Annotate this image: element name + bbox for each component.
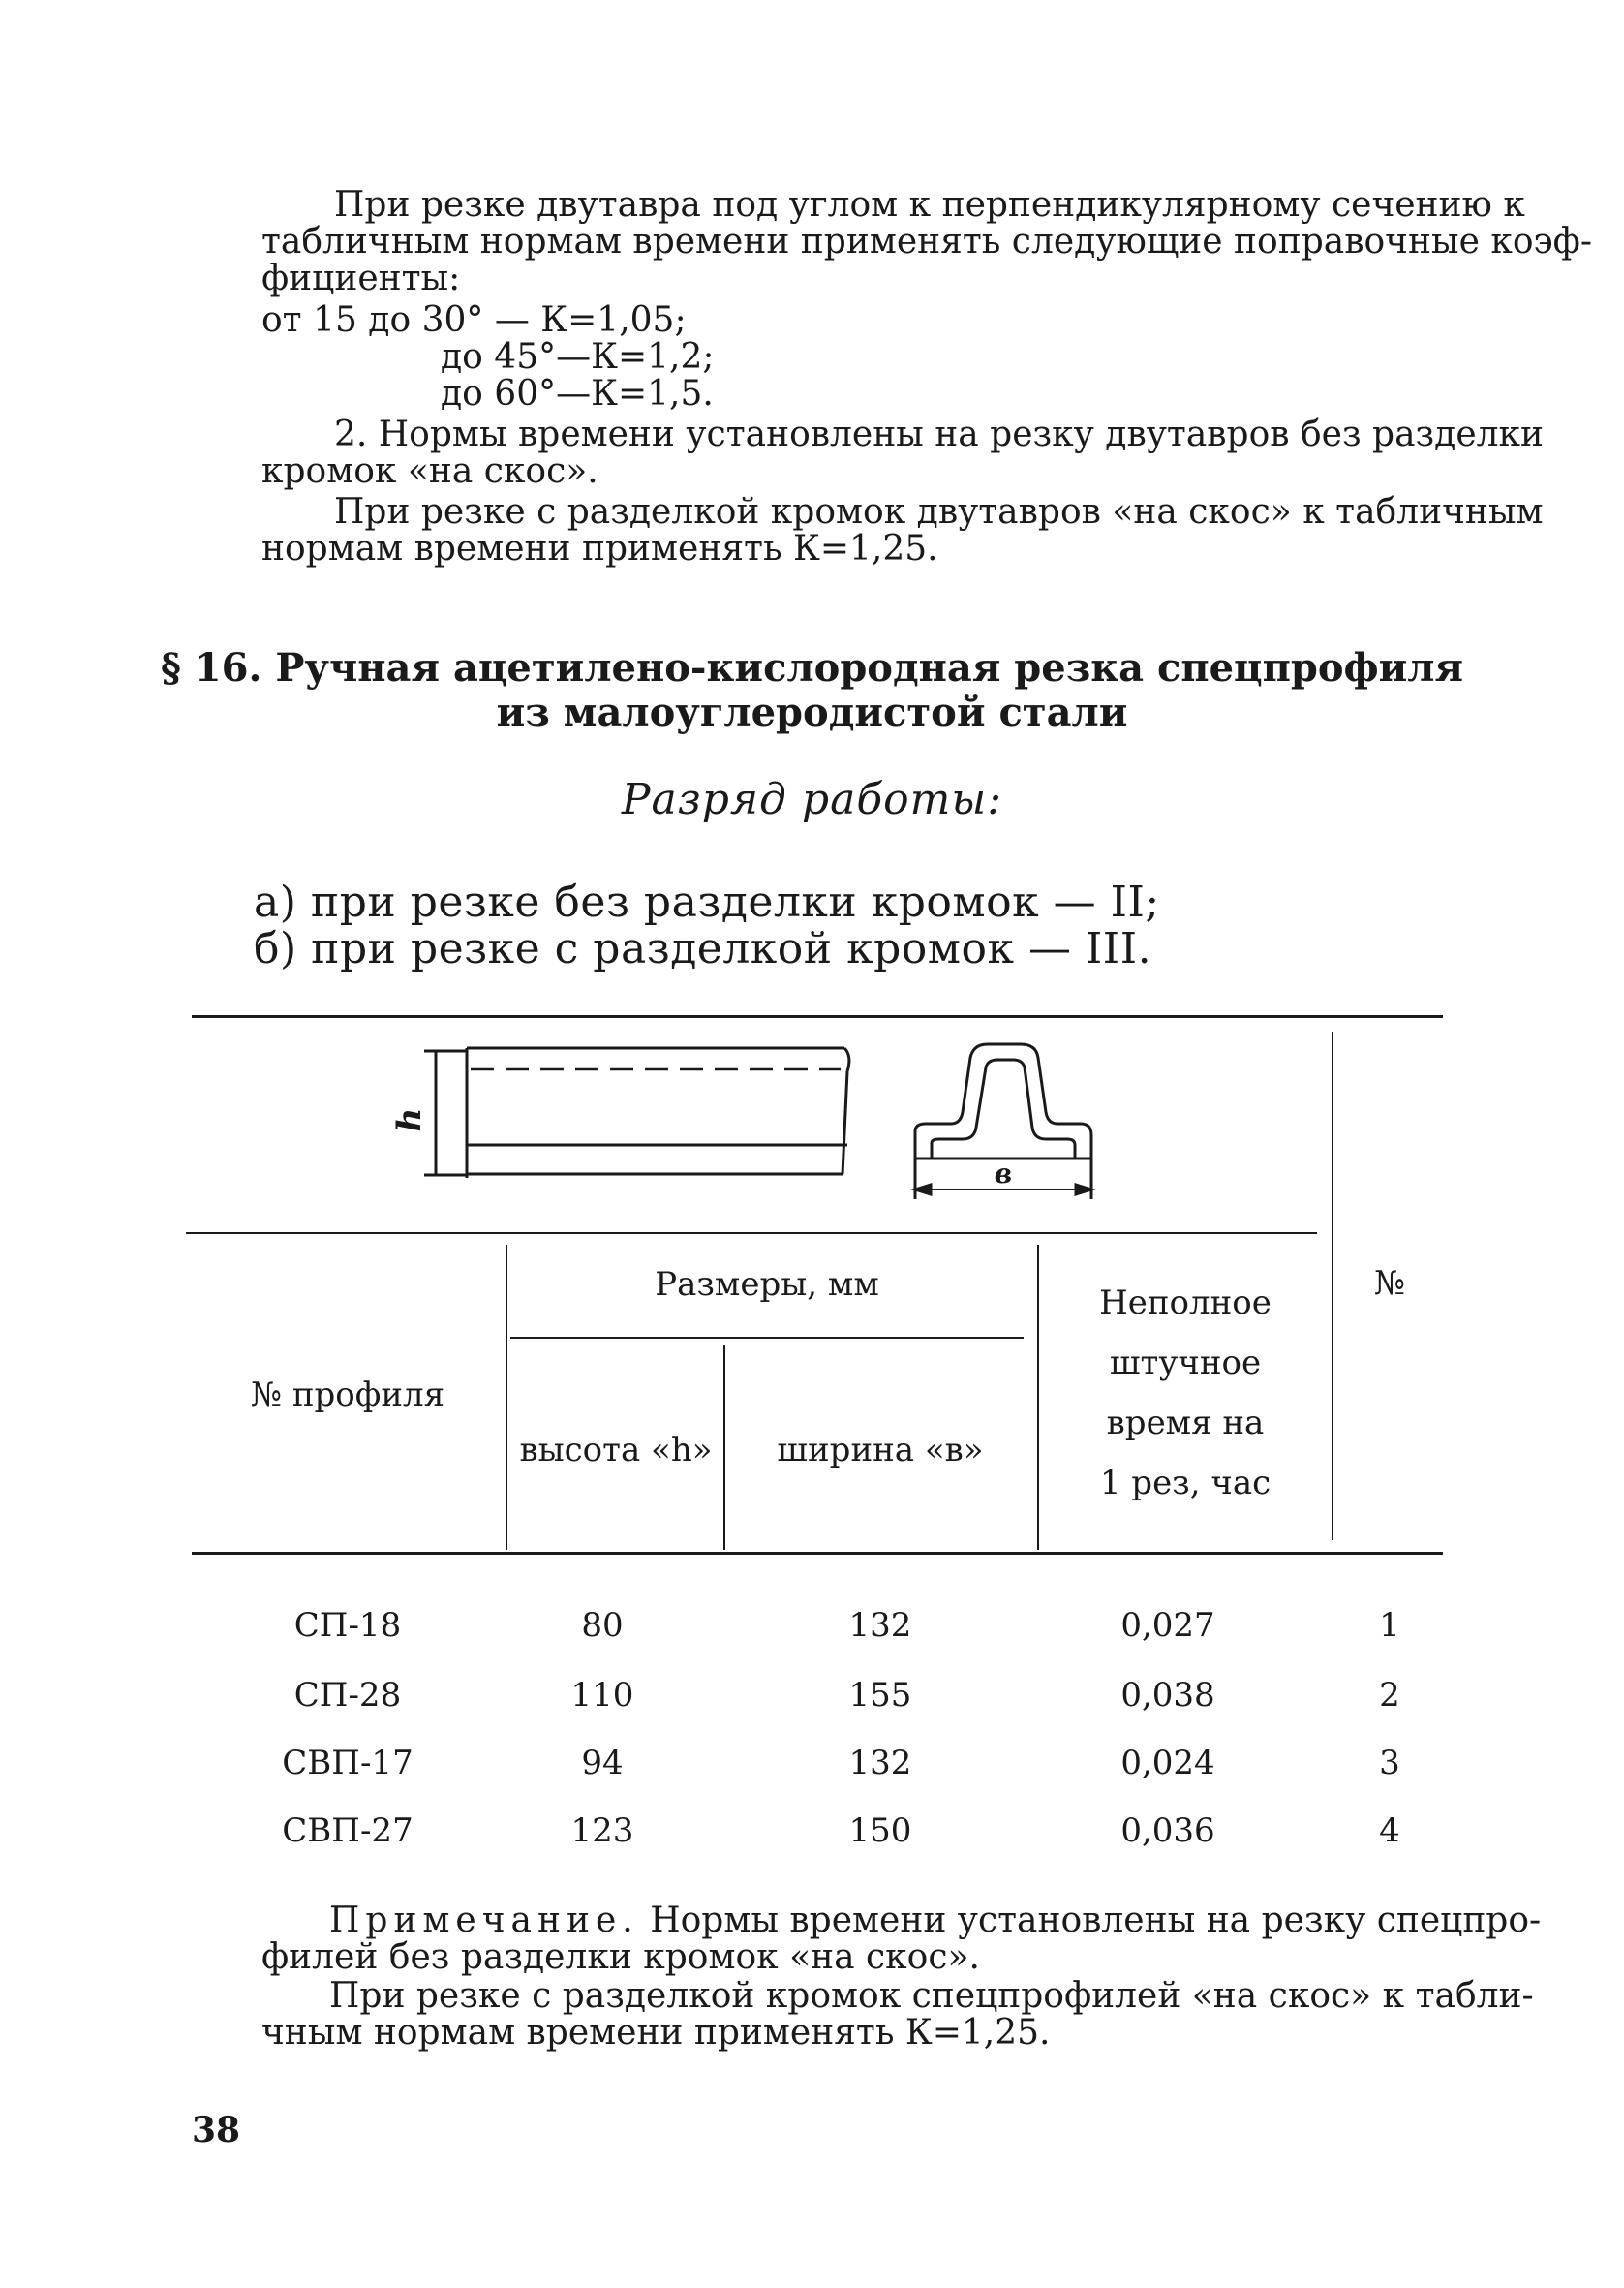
table-col-divider-3 [1037,1245,1039,1550]
row-height: 123 [570,1811,634,1850]
row-profile: СВП-27 [282,1811,414,1850]
row-width: 132 [848,1606,912,1645]
row-height: 94 [581,1744,624,1782]
note-line1 [329,1902,1541,1939]
note-line2: филей без разделки кромок «на скос». [261,1937,980,1977]
row-number: 4 [1379,1811,1400,1850]
table-right-divider [1332,1032,1333,1540]
header-height: высота «h» [519,1431,713,1469]
intro-para3-line1: При резке с разделкой кромок двутавров «на скос» к табличным [334,492,1544,532]
header-profile: № профиля [250,1376,445,1414]
row-width: 150 [848,1811,912,1850]
note-line1-text: Нормы времени установлены на резку спецпро- [650,1901,1542,1940]
row-time: 0,036 [1120,1811,1215,1850]
header-sizes: Размеры, мм [655,1265,879,1304]
row-profile: СВП-17 [282,1744,414,1782]
header-time-line4: 1 рез, час [1099,1464,1272,1502]
row-time: 0,038 [1120,1676,1215,1715]
header-time-line2: штучное [1109,1344,1262,1382]
header-time-line1: Неполное [1099,1283,1272,1322]
work-grade-b: б) при резке с разделкой кромок — III. [254,924,1152,974]
table-col-divider-1 [506,1245,507,1550]
profile-diagram [378,1035,1133,1228]
row-number: 2 [1379,1676,1400,1715]
row-height: 80 [581,1606,624,1645]
table-top-rule [192,1015,1443,1018]
height-label: h [390,1107,429,1132]
intro-para1-line2: табличным нормам времени применять следующие поправочные коэф- [261,222,1593,262]
table-col-divider-2 [723,1345,725,1550]
row-profile: СП-28 [293,1676,402,1715]
row-number: 3 [1379,1744,1400,1782]
header-width: ширина «в» [777,1431,984,1469]
intro-para2-line1: 2. Нормы времени установлены на резку двутавров без разделки [334,415,1545,454]
row-height: 110 [570,1676,634,1715]
coef-45: до 45°—К=1,2; [441,337,715,377]
section-title-line1: § 16. Ручная ацетилено-кислородная резка спецпрофиля [160,645,1464,691]
header-number: № [1373,1264,1406,1303]
intro-para1-line3: фициенты: [261,259,461,298]
page-number: 38 [192,2110,241,2150]
table-diagram-rule [186,1232,1317,1234]
row-profile: СП-18 [293,1606,402,1645]
table-sizes-rule [510,1337,1024,1339]
header-time-line3: время на [1106,1404,1265,1442]
work-grade-a: а) при резке без разделки кромок — II; [254,878,1160,927]
row-number: 1 [1379,1606,1400,1645]
note-line3: При резке с разделкой кромок спецпрофилей «на скос» к табли- [329,1976,1534,2016]
row-width: 132 [848,1744,912,1782]
coef-15-30: от 15 до 30° — К=1,05; [261,300,687,340]
coef-60: до 60°—К=1,5. [441,374,714,414]
intro-para2-line2: кромок «на скос». [261,451,598,491]
note-label: Примечание. [329,1901,639,1940]
work-grade-label: Разряд работы: [621,775,1003,824]
note-line4: чным нормам времени применять К=1,25. [261,2013,1051,2053]
width-label: в [994,1158,1013,1190]
intro-para3-line2: нормам времени применять К=1,25. [261,529,938,569]
section-title-line2: из малоуглеродистой стали [496,690,1128,735]
row-time: 0,027 [1120,1606,1215,1645]
table-header-bottom-rule [192,1552,1443,1555]
row-width: 155 [848,1676,912,1715]
intro-para1-line1: При резке двутавра под углом к перпендикулярному сечению к [334,185,1525,225]
row-time: 0,024 [1120,1744,1215,1782]
